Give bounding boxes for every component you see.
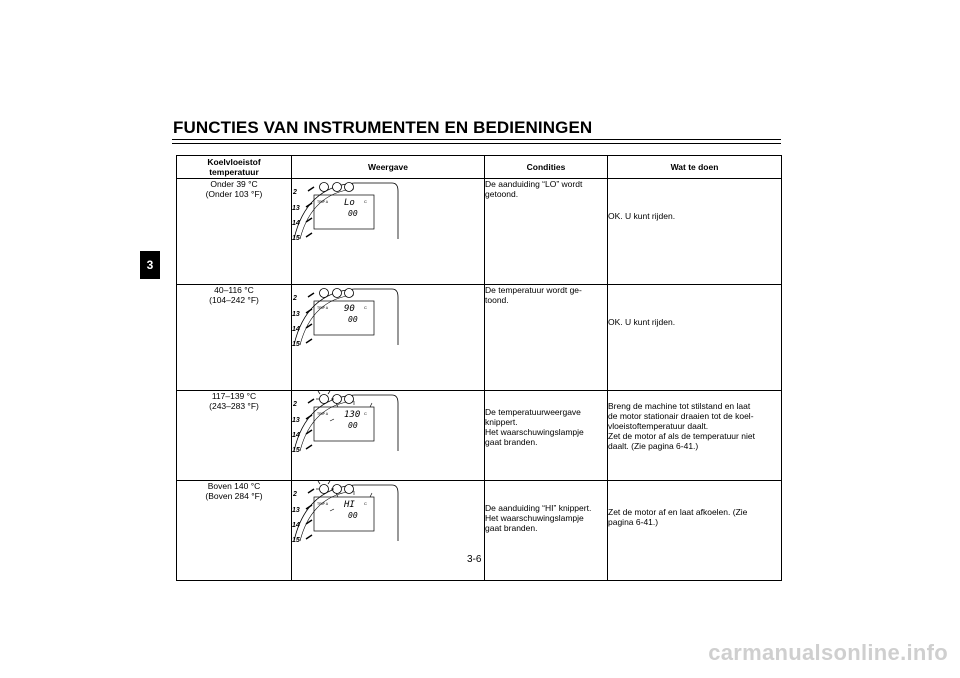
trip-label: TRIP A [317, 412, 329, 416]
coolant-temperature-table [176, 155, 782, 581]
action-line: pagina 6-41.) [608, 517, 659, 527]
temperature-range-cell [177, 285, 292, 391]
gauge-label: 13 [292, 311, 300, 318]
gauge-tick [306, 233, 312, 237]
trip-label: TRIP A [317, 200, 329, 204]
gauge-label: 13 [292, 205, 300, 212]
lcd-unit: C [364, 411, 367, 416]
conditions-cell [485, 391, 608, 481]
temperature-range-line: (Onder 103 °F) [205, 189, 263, 199]
temperature-range-line: (243–283 °F) [209, 401, 259, 411]
display-cell [292, 481, 485, 581]
table-row [177, 391, 782, 481]
conditions-line: Het waarschuwingslampje [485, 427, 584, 437]
action-line: OK. U kunt rijden. [608, 317, 676, 327]
gauge-label: 15 [292, 341, 300, 348]
gauge-tick [306, 309, 312, 313]
lcd-temperature-readout: Lo [344, 198, 355, 208]
indicator-light-icon [320, 289, 329, 298]
gauge-label: 2 [293, 401, 297, 408]
conditions-line: getoond. [485, 189, 519, 199]
action-line: vloeistoftemperatuur daalt. [608, 421, 709, 431]
header-display: Weergave [292, 156, 485, 179]
header-conditions: Condities [485, 156, 608, 179]
indicator-light-icon [320, 183, 329, 192]
action-cell [608, 179, 782, 285]
indicator-light-icon [345, 395, 354, 404]
lcd-odometer-digits: 00 [348, 421, 358, 430]
display-cell [292, 285, 485, 391]
lcd-odometer-digits: 00 [348, 511, 358, 520]
action-line: OK. U kunt rijden. [608, 211, 676, 221]
page-title: FUNCTIES VAN INSTRUMENTEN EN BEDIENINGEN [173, 118, 593, 137]
watermark: carmanualsonline.info [708, 640, 948, 665]
indicator-light-icon [333, 289, 342, 298]
table-header-row [177, 156, 782, 179]
title-rule [172, 139, 781, 144]
instrument-display-illustration [292, 391, 402, 457]
table-row [177, 285, 782, 391]
indicator-light-icon [345, 485, 354, 494]
lcd-unit: C [364, 501, 367, 506]
instrument-display-illustration [292, 179, 402, 245]
gauge-tick [306, 203, 312, 207]
lcd-temperature-readout: HI [344, 500, 355, 510]
temperature-range-line: 117–139 °C [211, 391, 257, 401]
indicator-light-icon [345, 289, 354, 298]
temperature-range-line: (Boven 284 °F) [205, 491, 263, 501]
table-row [177, 481, 782, 581]
instrument-display-illustration [292, 285, 402, 351]
conditions-line: De temperatuurweergave [485, 407, 581, 417]
lcd-temperature-readout: 90 [344, 304, 355, 314]
chapter-tab: 3 [140, 251, 160, 279]
header-action: Wat te doen [608, 156, 782, 179]
indicator-light-icon [320, 485, 329, 494]
gauge-label: 14 [292, 432, 300, 439]
gauge-tick [306, 339, 312, 343]
trip-label: TRIP A [317, 502, 329, 506]
instrument-display-illustration [292, 481, 402, 547]
lcd-temperature-readout: 130 [344, 410, 361, 420]
temperature-range-line: (104–242 °F) [209, 295, 259, 305]
lcd-unit: C [364, 199, 367, 204]
gauge-label: 13 [292, 417, 300, 424]
gauge-label: 14 [292, 220, 300, 227]
trip-label: TRIP A [317, 306, 329, 310]
conditions-cell [485, 179, 608, 285]
action-line: Zet de motor af als de temperatuur niet [608, 431, 755, 441]
gauge-label: 15 [292, 235, 300, 242]
action-line: daalt. (Zie pagina 6-41.) [608, 441, 699, 451]
gauge-label: 14 [292, 326, 300, 333]
gauge-tick [306, 445, 312, 449]
gauge-tick [308, 293, 314, 297]
table-row [177, 179, 782, 285]
conditions-line: gaat branden. [485, 437, 538, 447]
action-cell [608, 391, 782, 481]
conditions-line: De aanduiding “LO” wordt [485, 179, 583, 189]
display-cell [292, 179, 485, 285]
gauge-label: 15 [292, 537, 300, 544]
action-cell [608, 285, 782, 391]
page-number: 3-6 [467, 554, 482, 565]
gauge-label: 2 [293, 491, 297, 498]
temperature-range-line: Boven 140 °C [207, 481, 261, 491]
gauge-tick [308, 489, 314, 493]
gauge-label: 14 [292, 522, 300, 529]
lcd-unit: C [364, 305, 367, 310]
conditions-line: De aanduiding “HI” knippert. [485, 503, 592, 513]
gauge-label: 15 [292, 447, 300, 454]
action-line: Zet de motor af en laat afkoelen. (Zie [608, 507, 748, 517]
conditions-line: knippert. [485, 417, 518, 427]
display-cell [292, 391, 485, 481]
conditions-line: gaat branden. [485, 523, 538, 533]
temperature-range-cell [177, 391, 292, 481]
action-line: Breng de machine tot stilstand en laat [608, 401, 751, 411]
action-line: de motor stationair draaien tot de koel- [608, 411, 754, 421]
action-cell [608, 481, 782, 581]
gauge-tick [308, 399, 314, 403]
gauge-label: 13 [292, 507, 300, 514]
conditions-line: De temperatuur wordt ge- [485, 285, 582, 295]
indicator-light-icon [333, 183, 342, 192]
gauge-label: 2 [293, 189, 297, 196]
gauge-tick [306, 535, 312, 539]
conditions-cell [485, 285, 608, 391]
header-temperature: Koelvloeistof temperatuur [177, 156, 292, 179]
temperature-range-cell [177, 481, 292, 581]
indicator-light-icon [320, 395, 329, 404]
gauge-label: 2 [293, 295, 297, 302]
conditions-cell [485, 481, 608, 581]
conditions-line: Het waarschuwingslampje [485, 513, 584, 523]
gauge-tick [308, 187, 314, 191]
temperature-range-line: 40–116 °C [214, 285, 254, 295]
temperature-range-cell [177, 179, 292, 285]
gauge-tick [306, 415, 312, 419]
gauge-tick [306, 505, 312, 509]
lcd-odometer-digits: 00 [348, 209, 358, 218]
lcd-odometer-digits: 00 [348, 315, 358, 324]
temperature-range-line: Onder 39 °C [210, 179, 258, 189]
conditions-line: toond. [485, 295, 509, 305]
indicator-light-icon [345, 183, 354, 192]
